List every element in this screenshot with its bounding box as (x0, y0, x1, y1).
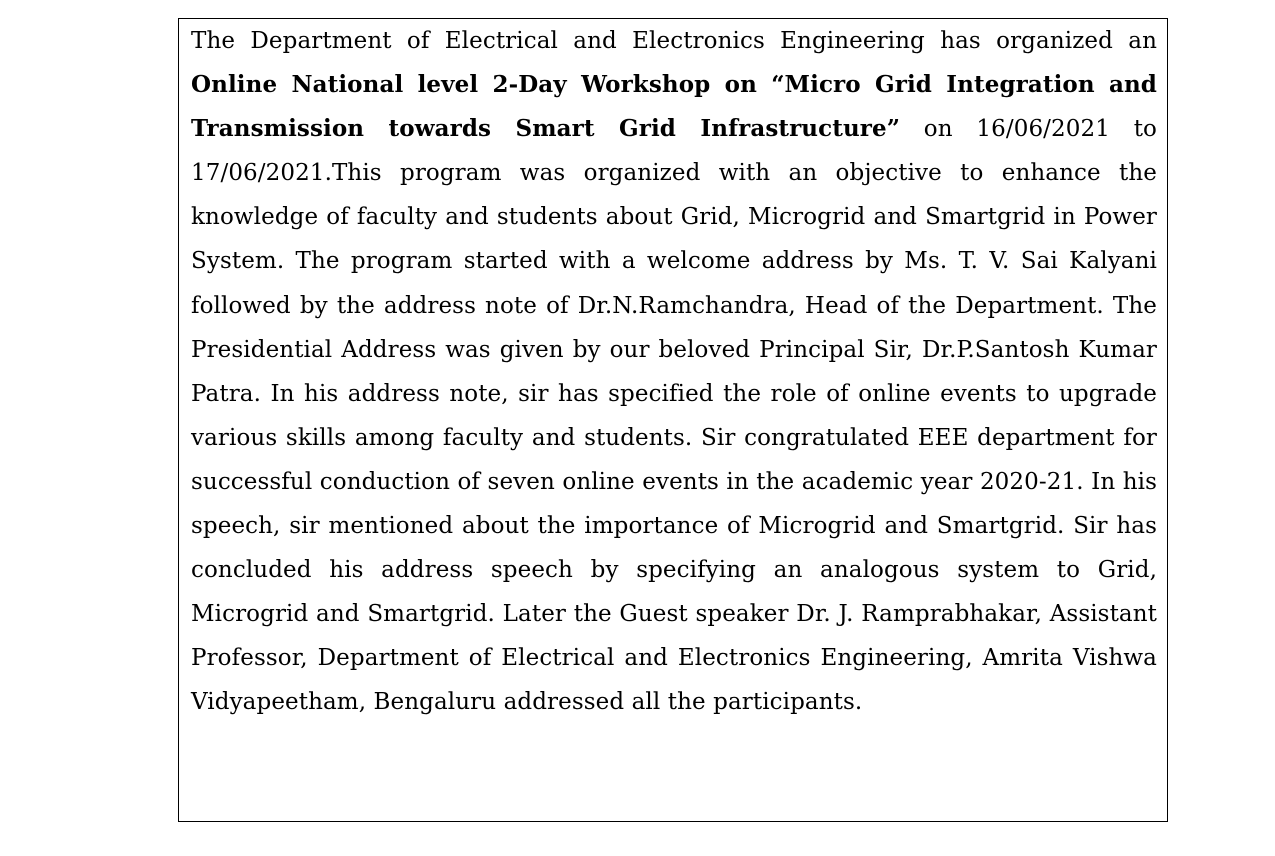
body-text: on 16/06/2021 to 17/06/2021.This program was organized with an objective to enhance the knowledge of faculty and students about Grid, Microgrid and Smartgrid in Power System. The program started with a welcome address by Ms. T. V. Sai Kalyani followed by the address note of Dr.N.Ramchandra, Head of the Department. The Presidential Address was given by our beloved Principal Sir, Dr.P.Santosh Kumar Patra. In his address note, sir has specified the role of online events to upgrade various skills among faculty and students. Sir congratulated EEE department for successful conduction of seven online events in the academic year 2020-21. In his speech, sir mentioned about the importance of Microgrid and Smartgrid. Sir has concluded his address speech by specifying an analogous system to Grid, Microgrid and Smartgrid. Later the Guest speaker Dr. J. Ramprabhakar, Assistant Professor, Department of Electrical and Electronics Engineering, Amrita Vishwa Vidyapeetham, Bengaluru addressed all the participants. (191, 116, 1157, 716)
report-text-box (178, 18, 1168, 822)
intro-text: The Department of Electrical and Electronics Engineering has organized an (191, 28, 1157, 54)
workshop-title: Online National level 2-Day Workshop on “Micro Grid Integration and Transmission towards Smart Grid Infrastructure” (191, 71, 1157, 143)
report-paragraph (191, 19, 1157, 725)
